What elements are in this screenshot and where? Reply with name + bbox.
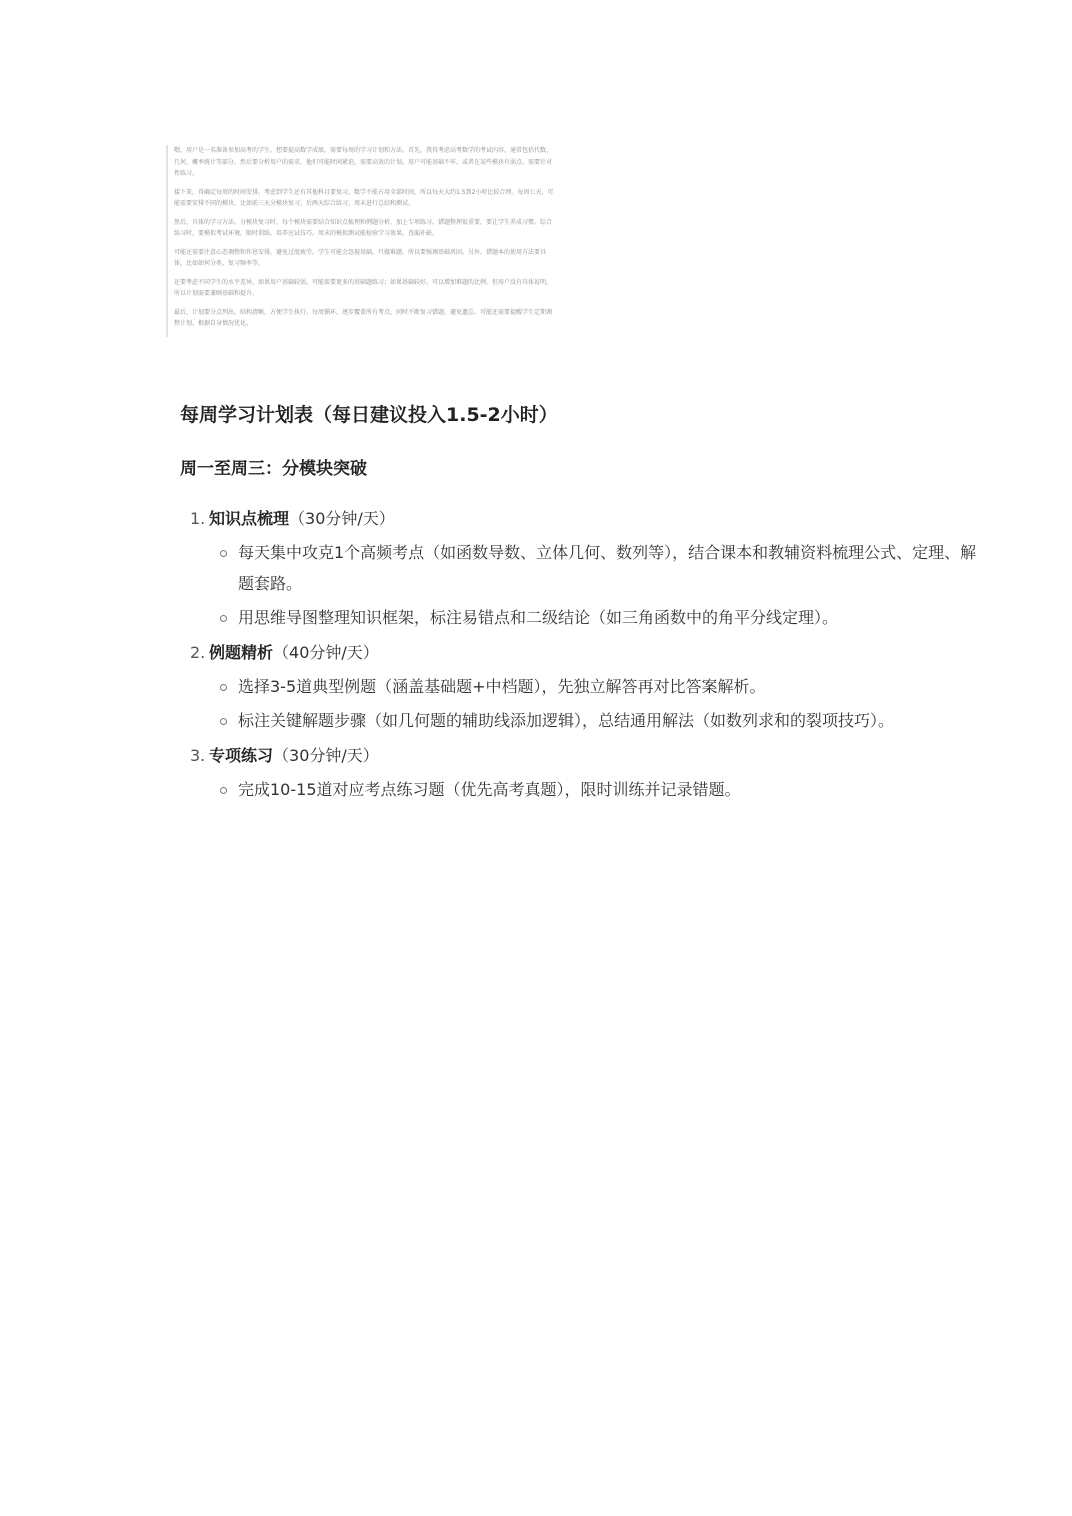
section-heading: 周一至周三：分模块突破: [180, 459, 367, 479]
plan-list: [180, 502, 980, 805]
sub-list: [180, 537, 980, 633]
item-number: 3.: [190, 746, 206, 765]
hollow-bullet-icon: [220, 787, 227, 794]
plan-item-header: [180, 502, 980, 536]
list-item-text: 选择3-5道典型例题（涵盖基础题+中档题），先独立解答再对比答案解析。: [238, 677, 766, 696]
list-item: [220, 671, 980, 702]
item-time: （40分钟/天）: [273, 643, 379, 662]
list-item-text: 每天集中攻克1个高频考点（如函数导数、立体几何、数列等），结合课本和教辅资料梳理公式、定理、解题套路。: [238, 543, 977, 593]
item-number: 2.: [190, 643, 206, 662]
thinking-paragraph: 可能还需要注意心态调整和作息安排，避免过度疲劳。学生可能会忽视基础，只做难题，所以要强调基础巩固。另外，错题本的使用方法要具体，比如如何分类、复习频率等。: [174, 248, 547, 267]
list-item-text: 用思维导图整理知识框架，标注易错点和二级结论（如三角函数中的角平分线定理）。: [238, 608, 839, 627]
page-title: 每周学习计划表（每日建议投入1.5-2小时）: [180, 404, 558, 426]
item-number: 1.: [190, 509, 206, 528]
item-name: 专项练习: [209, 746, 274, 765]
plan-item: [180, 636, 980, 736]
sub-list: [180, 671, 980, 736]
thinking-excerpt-image: [166, 145, 554, 337]
thinking-paragraph: 接下来，得确定每周的时间安排。考虑到学生还有其他科目要复习，数学不能占用全部时间，所以每天大约1.5到2小时比较合理。每周七天，可能需要安排不同的模块，比如前三天分模块复习，后两天综合练习，周末进行总结和测试。: [174, 188, 554, 207]
plan-item-header: [180, 636, 980, 670]
item-time: （30分钟/天）: [289, 509, 395, 528]
list-item: [220, 602, 980, 633]
list-item-text: 完成10-15道对应考点练习题（优先高考真题），限时训练并记录错题。: [238, 780, 741, 799]
list-item-text: 标注关键解题步骤（如几何题的辅助线添加逻辑），总结通用解法（如数列求和的裂项技巧）。: [238, 711, 895, 730]
plan-item-header: [180, 739, 980, 773]
hollow-bullet-icon: [220, 718, 227, 725]
plan-item: [180, 739, 980, 805]
item-name: 知识点梳理: [209, 509, 290, 528]
hollow-bullet-icon: [220, 550, 227, 557]
list-item: [220, 705, 980, 736]
sub-list: [180, 774, 980, 805]
item-time: （30分钟/天）: [273, 746, 379, 765]
plan-content: [180, 398, 980, 808]
thinking-paragraph: 还要考虑不同学生的水平差异，如果用户基础较弱，可能需要更多的基础题练习；如果基础较好，可以增加难题的比例。但用户没有具体说明，所以计划需要兼顾基础和提升。: [174, 278, 553, 297]
thinking-paragraph: 然后，具体的学习方法。分模块复习时，每个模块需要结合知识点梳理和例题分析，加上专项练习。错题整理很重要，要让学生养成习惯。综合练习时，要模拟考试环境，限时训练，培养应试技巧。周末的模拟测试能检验学习效果，查漏补缺。: [174, 218, 553, 237]
hollow-bullet-icon: [220, 615, 227, 622]
hollow-bullet-icon: [220, 684, 227, 691]
thinking-paragraph: 嗯，用户是一名准备参加高考的学生，想要提高数学成绩，需要每周的学习计划和方法。首先，我得考虑高考数学的考试内容，通常包括代数、几何、概率统计等部分。然后要分析用户的需求，他们可能时间紧迫，需要高效的计划。用户可能基础不牢，或者在某些模块有弱点，需要针对性练习。: [174, 147, 553, 177]
thinking-paragraph: 最后，计划要分点列出，结构清晰，方便学生执行。每周循环，逐步覆盖所有考点，同时不断复习错题，避免遗忘。可能还需要提醒学生定期调整计划，根据自身情况优化。: [174, 308, 553, 327]
list-item: [220, 537, 980, 599]
list-item: [220, 774, 980, 805]
item-name: 例题精析: [209, 643, 274, 662]
plan-item: [180, 502, 980, 633]
